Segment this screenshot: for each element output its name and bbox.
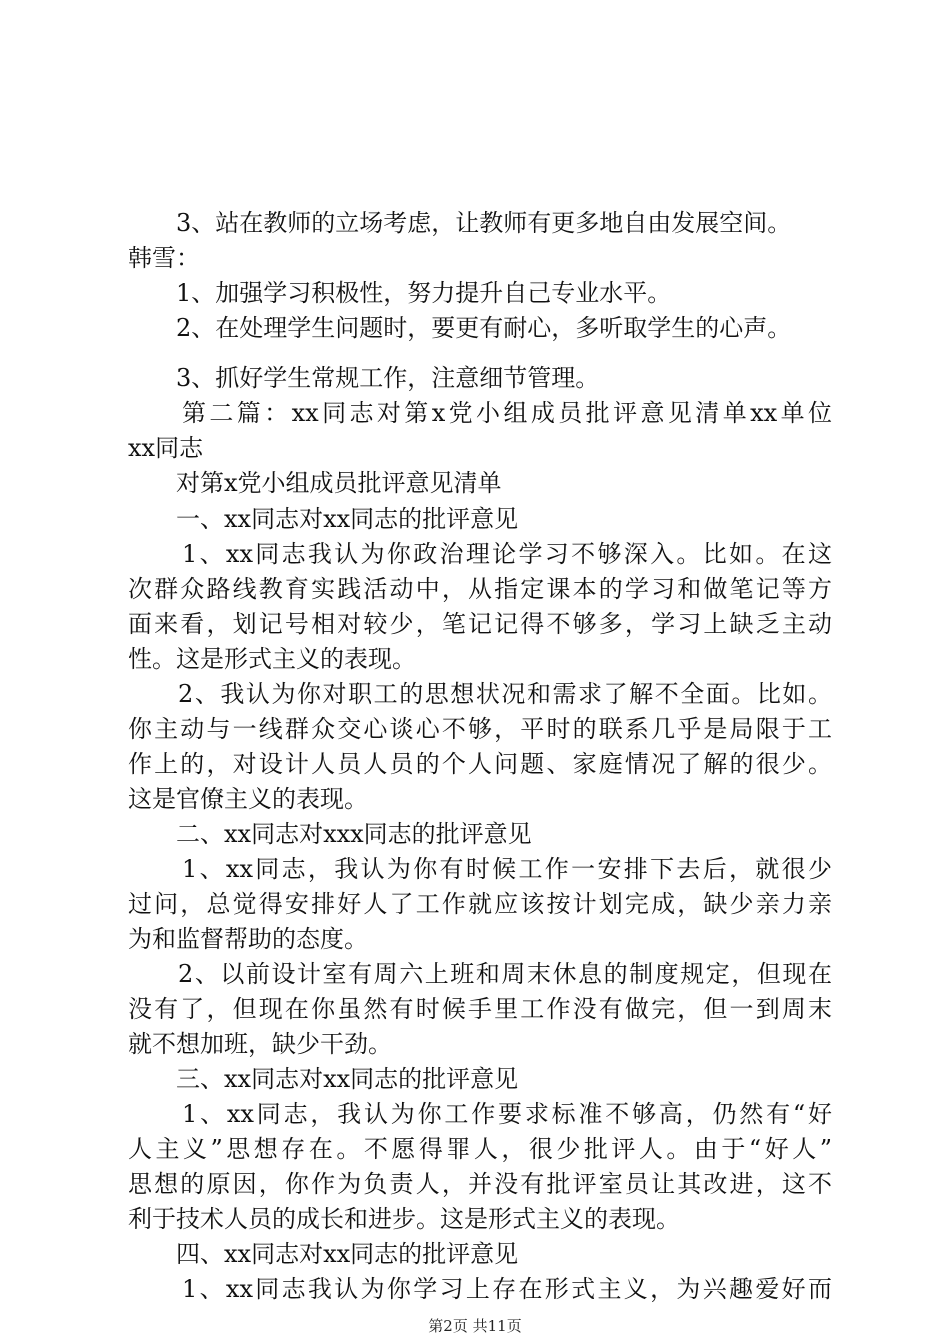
subheading: 三、xx同志对xx同志的批评意见 [176, 1065, 519, 1093]
page-footer: 第2页 共11页 [428, 1317, 522, 1335]
text-line: 1、加强学习积极性，努力提升自己专业水平。 [176, 279, 672, 307]
text-line: 没有了，但现在你虽然有时候手里工作没有做完，但一到周末 [128, 995, 832, 1023]
text-line: 你主动与一线群众交心谈心不够，平时的联系几乎是局限于工 [128, 715, 832, 743]
text-line: 2、在处理学生问题时，要更有耐心，多听取学生的心声。 [176, 314, 792, 342]
section-heading: 第二篇：xx同志对第x党小组成员批评意见清单xx单位 [182, 399, 832, 427]
text-line: 1、xx同志，我认为你工作要求标准不够高，仍然有“好 [182, 1100, 832, 1128]
text-line: 为和监督帮助的态度。 [128, 925, 368, 953]
text-line: 次群众路线教育实践活动中，从指定课本的学习和做笔记等方 [128, 575, 832, 603]
text-line: 2、以前设计室有周六上班和周末休息的制度规定，但现在 [178, 960, 832, 988]
text-line: 作上的，对设计人员人员的个人问题、家庭情况了解的很少。 [128, 750, 832, 778]
subheading: 一、xx同志对xx同志的批评意见 [176, 505, 519, 533]
text-line: 面来看，划记号相对较少，笔记记得不够多，学习上缺乏主动 [128, 610, 832, 638]
text-line: 就不想加班，缺少干劲。 [128, 1030, 392, 1058]
text-line: 1、xx同志，我认为你有时候工作一安排下去后，就很少 [182, 855, 832, 883]
text-line: 人主义”思想存在。不愿得罪人，很少批评人。由于“好人” [128, 1135, 832, 1163]
text-line: 性。这是形式主义的表现。 [128, 645, 416, 673]
text-line: 利于技术人员的成长和进步。这是形式主义的表现。 [128, 1205, 680, 1233]
text-line: 1、xx同志我认为你学习上存在形式主义，为兴趣爱好而 [182, 1275, 832, 1303]
text-line: 3、抓好学生常规工作，注意细节管理。 [176, 364, 600, 392]
text-line: 2、我认为你对职工的思想状况和需求了解不全面。比如。 [178, 680, 832, 708]
text-line: 思想的原因，你作为负责人，并没有批评室员让其改进，这不 [128, 1170, 832, 1198]
text-line: 3、站在教师的立场考虑，让教师有更多地自由发展空间。 [176, 209, 792, 237]
text-line: 这是官僚主义的表现。 [128, 785, 368, 813]
subheading: 四、xx同志对xx同志的批评意见 [176, 1240, 519, 1268]
text-line: 韩雪： [128, 244, 200, 272]
text-line: 过问，总觉得安排好人了工作就应该按计划完成，缺少亲力亲 [128, 890, 832, 918]
text-line: 对第x党小组成员批评意见清单 [176, 469, 502, 497]
text-line: 1、xx同志我认为你政治理论学习不够深入。比如。在这 [182, 540, 832, 568]
subheading: 二、xx同志对xxx同志的批评意见 [176, 820, 532, 848]
text-line: xx同志 [128, 434, 204, 462]
